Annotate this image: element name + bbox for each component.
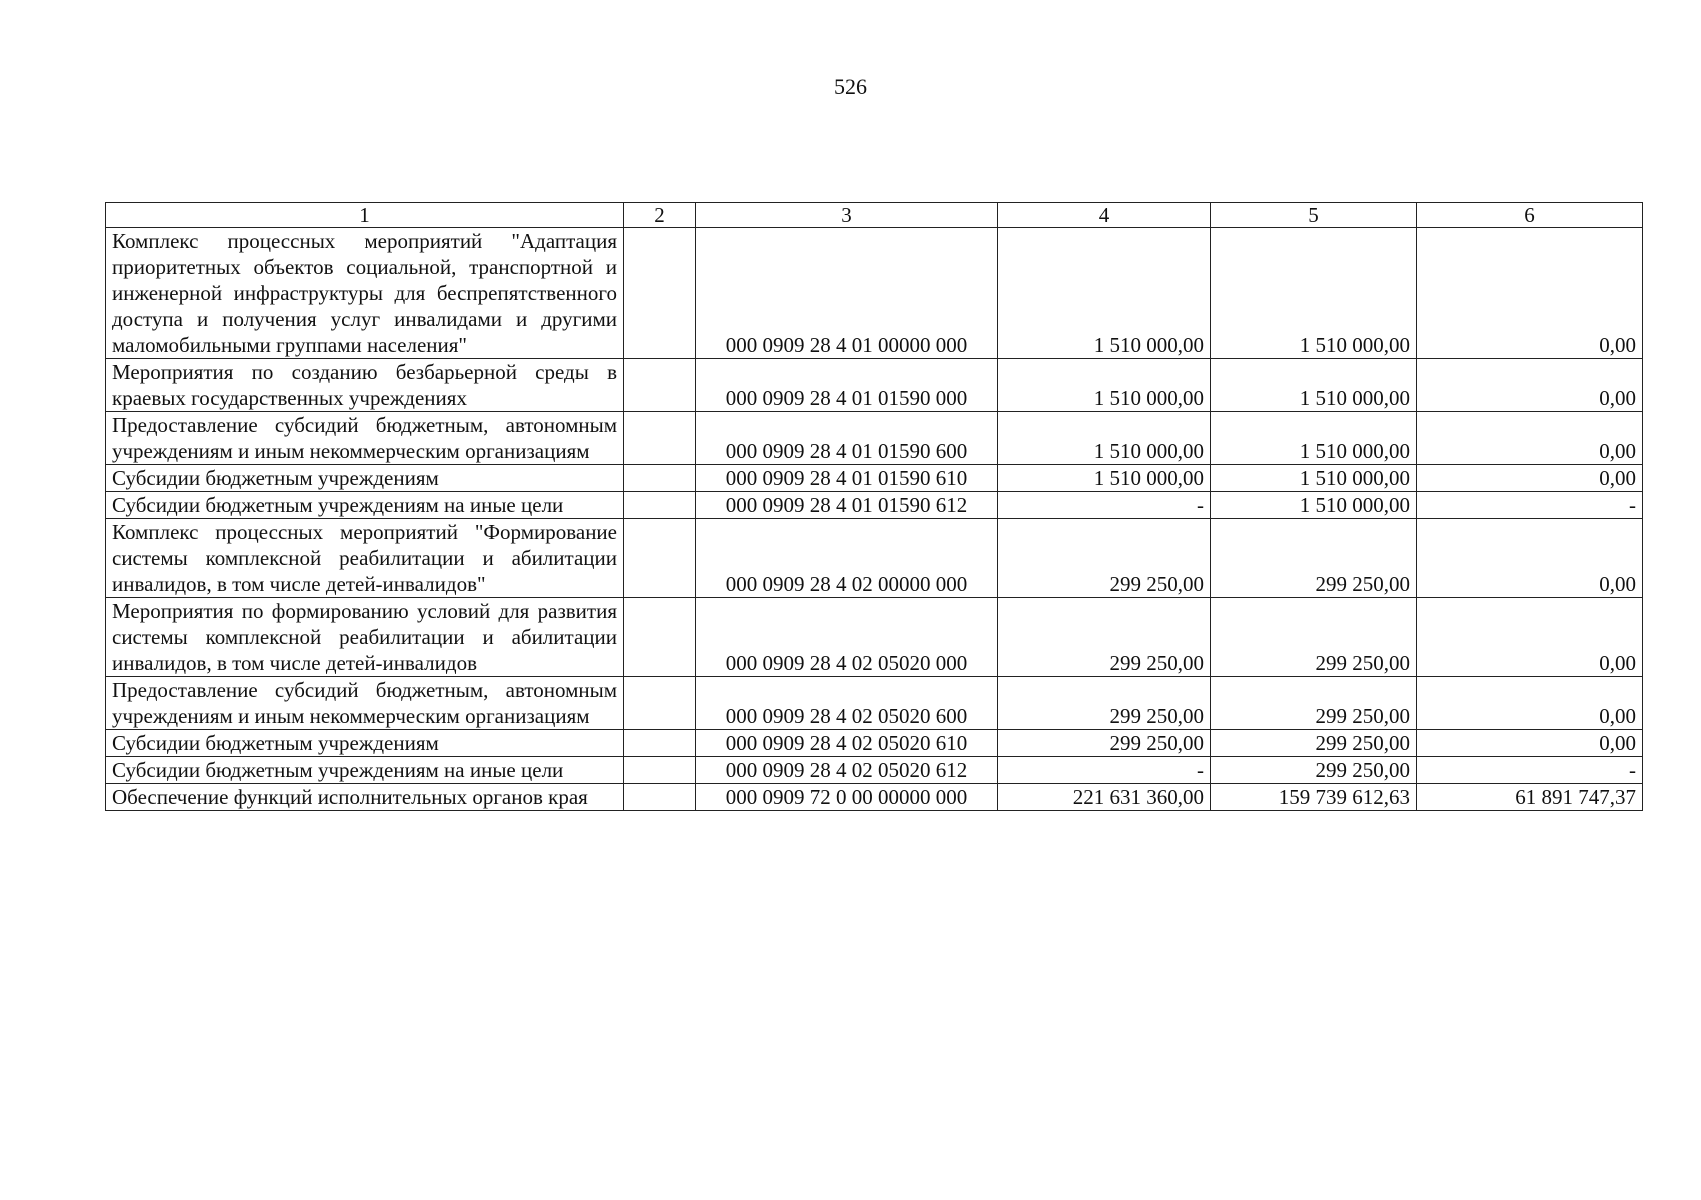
row-col2 [624,677,696,730]
row-col2 [624,784,696,811]
row-col6: 0,00 [1417,519,1643,598]
row-col5: 159 739 612,63 [1211,784,1417,811]
row-code: 000 0909 28 4 01 01590 000 [696,359,998,412]
row-col5: 299 250,00 [1211,757,1417,784]
row-code: 000 0909 28 4 01 01590 600 [696,412,998,465]
row-code: 000 0909 28 4 02 05020 600 [696,677,998,730]
table-row [106,465,1643,492]
row-col6: 0,00 [1417,730,1643,757]
row-col5: 1 510 000,00 [1211,412,1417,465]
row-col4: 221 631 360,00 [998,784,1211,811]
row-col6: 0,00 [1417,412,1643,465]
row-name: Субсидии бюджетным учреждениям [106,730,624,757]
table-row [106,784,1643,811]
row-col5: 299 250,00 [1211,519,1417,598]
row-col2 [624,228,696,359]
row-col6: 0,00 [1417,228,1643,359]
table-row [106,757,1643,784]
row-col2 [624,412,696,465]
row-name: Комплекс процессных мероприятий "Адаптация приоритетных объектов социальной, транспортной и инженерной инфраструктуры для беспрепятственного доступа и получения услуг инвалидами и другими маломобильными группами населения" [106,228,624,359]
table-row [106,412,1643,465]
row-name: Предоставление субсидий бюджетным, автономным учреждениям и иным некоммерческим организациям [106,677,624,730]
header-row [106,203,1643,228]
row-col4: 299 250,00 [998,730,1211,757]
row-col2 [624,598,696,677]
row-col6: 61 891 747,37 [1417,784,1643,811]
row-name: Мероприятия по формированию условий для развития системы комплексной реабилитации и абилитации инвалидов, в том числе детей-инвалидов [106,598,624,677]
row-col6: 0,00 [1417,677,1643,730]
row-code: 000 0909 28 4 02 05020 610 [696,730,998,757]
row-col2 [624,492,696,519]
row-col2 [624,757,696,784]
row-code: 000 0909 28 4 02 05020 612 [696,757,998,784]
row-col4: - [998,757,1211,784]
row-name: Мероприятия по созданию безбарьерной среды в краевых государственных учреждениях [106,359,624,412]
row-code: 000 0909 72 0 00 00000 000 [696,784,998,811]
row-col4: - [998,492,1211,519]
row-code: 000 0909 28 4 01 01590 612 [696,492,998,519]
row-col4: 1 510 000,00 [998,465,1211,492]
row-code: 000 0909 28 4 02 00000 000 [696,519,998,598]
row-col6: 0,00 [1417,598,1643,677]
row-col6: - [1417,757,1643,784]
table-row [106,730,1643,757]
row-col6: 0,00 [1417,359,1643,412]
column-header-5: 5 [1211,203,1417,228]
row-col6: 0,00 [1417,465,1643,492]
row-code: 000 0909 28 4 01 01590 610 [696,465,998,492]
table-row [106,598,1643,677]
row-col5: 1 510 000,00 [1211,228,1417,359]
row-col5: 299 250,00 [1211,730,1417,757]
table-row [106,677,1643,730]
page-number: 526 [834,74,867,99]
column-header-4: 4 [998,203,1211,228]
row-col5: 299 250,00 [1211,598,1417,677]
table-header [106,203,1643,228]
row-col4: 1 510 000,00 [998,228,1211,359]
table-row [106,228,1643,359]
row-col5: 1 510 000,00 [1211,359,1417,412]
row-col4: 1 510 000,00 [998,412,1211,465]
row-name: Обеспечение функций исполнительных органов края [106,784,624,811]
row-col4: 1 510 000,00 [998,359,1211,412]
budget-table [105,202,1643,811]
row-col5: 1 510 000,00 [1211,465,1417,492]
row-col5: 1 510 000,00 [1211,492,1417,519]
table-row [106,519,1643,598]
row-name: Предоставление субсидий бюджетным, автономным учреждениям и иным некоммерческим организациям [106,412,624,465]
row-name: Субсидии бюджетным учреждениям на иные цели [106,492,624,519]
column-header-2: 2 [624,203,696,228]
row-col5: 299 250,00 [1211,677,1417,730]
table-row [106,359,1643,412]
row-name: Субсидии бюджетным учреждениям на иные цели [106,757,624,784]
row-col4: 299 250,00 [998,598,1211,677]
row-col2 [624,359,696,412]
row-name: Субсидии бюджетным учреждениям [106,465,624,492]
table-body [106,228,1643,811]
column-header-1: 1 [106,203,624,228]
column-header-6: 6 [1417,203,1643,228]
row-col4: 299 250,00 [998,677,1211,730]
row-name: Комплекс процессных мероприятий "Формирование системы комплексной реабилитации и абилитации инвалидов, в том числе детей-инвалидов" [106,519,624,598]
row-code: 000 0909 28 4 02 05020 000 [696,598,998,677]
row-col4: 299 250,00 [998,519,1211,598]
row-code: 000 0909 28 4 01 00000 000 [696,228,998,359]
column-header-3: 3 [696,203,998,228]
row-col2 [624,465,696,492]
row-col2 [624,519,696,598]
table-row [106,492,1643,519]
row-col6: - [1417,492,1643,519]
row-col2 [624,730,696,757]
